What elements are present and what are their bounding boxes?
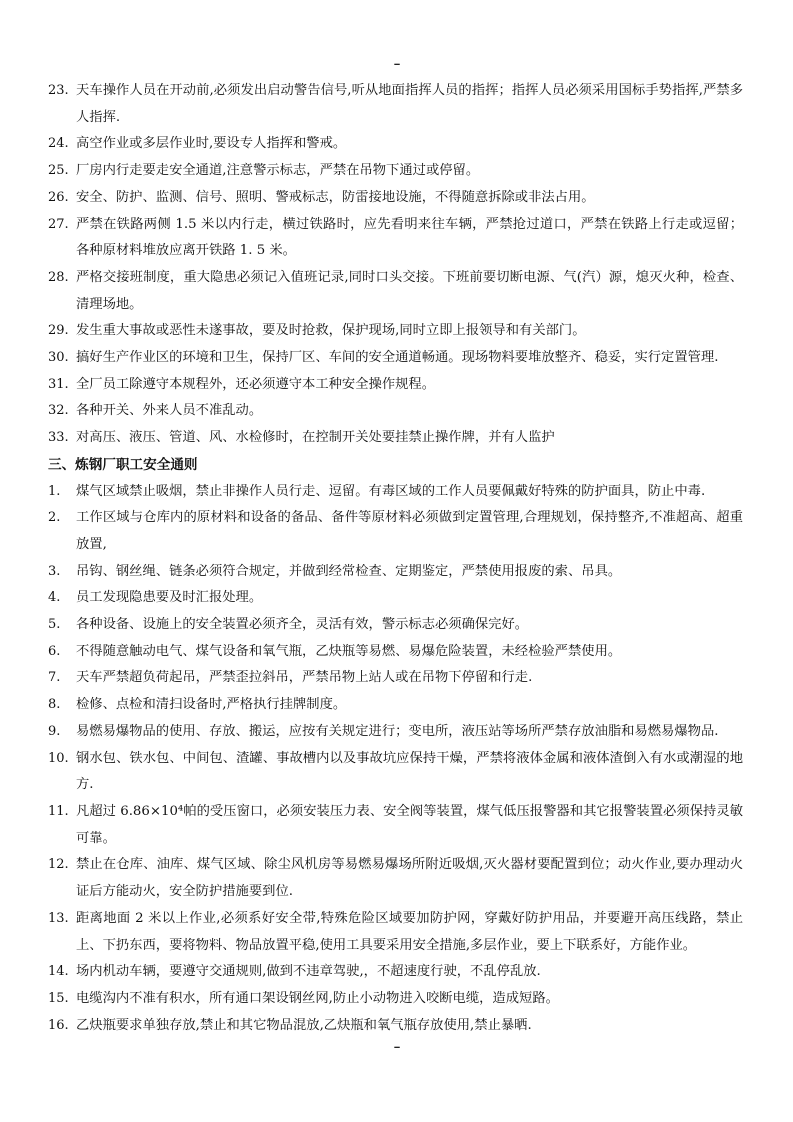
list-item [48, 185, 743, 212]
item-text: 严禁在铁路两侧 1.5 米以内行走，横过铁路时，应先看明来往车辆，严禁抢过道口，严禁在铁路上行走或逗留；各种原材料堆放应离开铁路 1. 5 米。 [76, 216, 743, 259]
list-item [48, 212, 743, 265]
item-number: 8. [48, 697, 61, 713]
item-number: 10. [48, 750, 69, 766]
item-text: 天车操作人员在开动前,必须发出启动警告信号,听从地面指挥人员的指挥；指挥人员必须采用国标手势指挥,严禁多人指挥. [76, 83, 743, 125]
item-text: 高空作业或多层作业时,要设专人指挥和警戒。 [76, 136, 347, 152]
item-text: 搞好生产作业区的环境和卫生，保持厂区、车间的安全通道畅通。现场物料要堆放整齐、稳妥，实行定置管理. [76, 350, 719, 366]
item-number: 2. [48, 510, 61, 526]
list-item [48, 639, 743, 666]
item-text: 天车严禁超负荷起吊，严禁歪拉斜吊，严禁吊物上站人或在吊物下停留和行走. [76, 670, 533, 686]
item-text: 安全、防护、监测、信号、照明、警戒标志，防雷接地设施，不得随意拆除或非法占用。 [76, 189, 595, 205]
item-number: 24. [48, 136, 69, 152]
item-text: 电缆沟内不准有积水，所有通口架设钢丝网,防止小动物进入咬断电缆，造成短路。 [76, 990, 559, 1006]
item-number: 7. [48, 670, 61, 686]
item-number: 11. [48, 803, 69, 819]
item-text: 严格交接班制度，重大隐患必须记入值班记录,同时口头交接。下班前要切断电源、气(汽）源，熄灭火种，检查、清理场地。 [76, 269, 743, 312]
list-item [48, 906, 743, 959]
item-number: 23. [48, 83, 69, 98]
item-number: 16. [48, 1017, 69, 1033]
safety-rules-list [48, 479, 743, 1040]
list-item [48, 265, 743, 318]
document-page [48, 78, 743, 1039]
item-number: 25. [48, 163, 69, 179]
item-text: 吊钩、钢丝绳、链条必须符合规定，并做到经常检查、定期鉴定，严禁使用报废的索、吊具。 [76, 563, 622, 579]
list-item [48, 425, 743, 452]
list-item [48, 585, 743, 612]
item-number: 33. [48, 430, 69, 446]
item-text: 钢水包、铁水包、中间包、渣罐、事故槽内以及事故坑应保持干燥，严禁将液体金属和液体渣倒入有水或潮湿的地方. [76, 750, 743, 793]
list-item [48, 398, 743, 425]
list-item [48, 959, 743, 986]
list-item [48, 799, 743, 852]
item-number: 1. [48, 483, 61, 499]
item-number: 28. [48, 269, 69, 285]
item-text: 各种设备、设施上的安全装置必须齐全，灵活有效，警示标志必须确保完好。 [76, 617, 529, 633]
list-item [48, 559, 743, 586]
item-text: 禁止在仓库、油库、煤气区域、除尘风机房等易燃易爆场所附近吸烟,灭火器材要配置到位；动火作业,要办理动火证后方能动火，安全防护措施要到位. [76, 857, 743, 900]
item-text: 发生重大事故或恶性未遂事故，要及时抢救，保护现场,同时立即上报领导和有关部门。 [76, 323, 586, 339]
item-number: 13. [48, 910, 69, 926]
item-text: 对高压、液压、管道、风、水检修时，在控制开关处要挂禁止操作牌，并有人监护 [76, 430, 555, 446]
item-number: 31. [48, 376, 69, 392]
item-text: 检修、点检和清扫设备时,严格执行挂牌制度。 [76, 697, 347, 713]
item-number: 15. [48, 990, 69, 1006]
list-item [48, 78, 743, 131]
item-number: 12. [48, 857, 69, 873]
item-number: 3. [48, 563, 61, 579]
list-item [48, 505, 743, 558]
list-item [48, 345, 743, 372]
item-text: 易燃易爆物品的使用、存放、搬运，应按有关规定进行；变电所，液压站等场所严禁存放油脂和易燃易爆物品. [76, 723, 719, 739]
item-text: 员工发现隐患要及时汇报处理。 [76, 590, 263, 606]
item-text: 各种开关、外来人员不准乱动。 [76, 403, 263, 419]
list-item [48, 158, 743, 185]
list-item [48, 719, 743, 746]
page-top-separator: -- [393, 58, 400, 70]
item-text: 距离地面 2 米以上作业,必须系好安全带,特殊危险区域要加防护网，穿戴好防护用品，并要避开高压线路，禁止上、下扔东西，要将物料、物品放置平稳,使用工具要采用安全措施,多层作业，要上下联系好，方能作业。 [76, 910, 743, 953]
list-item [48, 479, 743, 506]
item-number: 4. [48, 590, 61, 606]
item-text: 全厂员工除遵守本规程外，还必须遵守本工种安全操作规程。 [76, 376, 436, 392]
list-item [48, 131, 743, 158]
item-text: 凡超过 6.86×10⁴帕的受压窗口，必须安装压力表、安全阀等装置，煤气低压报警器和其它报警装置必须保持灵敏可靠。 [76, 803, 743, 846]
item-number: 26. [48, 189, 69, 205]
list-item [48, 852, 743, 905]
list-item [48, 746, 743, 799]
item-text: 厂房内行走要走安全通道,注意警示标志，严禁在吊物下通过或停留。 [76, 163, 480, 179]
item-text: 不得随意触动电气、煤气设备和氧气瓶，乙炔瓶等易燃、易爆危险装置，未经检验严禁使用。 [76, 643, 622, 659]
item-number: 9. [48, 723, 61, 739]
item-number: 32. [48, 403, 69, 419]
list-item [48, 318, 743, 345]
section-heading: 三、炼钢厂职工安全通则 [48, 456, 198, 473]
list-item [48, 692, 743, 719]
item-number: 29. [48, 323, 69, 339]
list-item [48, 372, 743, 399]
item-number: 27. [48, 216, 69, 232]
rules-list-continued [48, 78, 743, 452]
item-number: 5. [48, 617, 61, 633]
item-number: 14. [48, 964, 69, 980]
item-text: 场内机动车辆，要遵守交通规则,做到不违章驾驶,，不超速度行驶，不乱停乱放. [76, 964, 541, 980]
list-item [48, 986, 743, 1013]
item-text: 工作区域与仓库内的原材料和设备的备品、备件等原材料必须做到定置管理,合理规划，保持整齐,不准超高、超重放置, [76, 510, 743, 552]
item-text: 乙炔瓶要求单独存放,禁止和其它物品混放,乙炔瓶和氧气瓶存放使用,禁止暴晒. [76, 1017, 532, 1033]
item-text: 煤气区域禁止吸烟，禁止非操作人员行走、逗留。有毒区域的工作人员要佩戴好特殊的防护面具，防止中毒. [76, 483, 706, 499]
list-item [48, 665, 743, 692]
item-number: 6. [48, 643, 61, 659]
list-item [48, 1013, 743, 1040]
list-item [48, 612, 743, 639]
item-number: 30. [48, 350, 69, 366]
page-bottom-separator: -- [393, 1041, 400, 1053]
